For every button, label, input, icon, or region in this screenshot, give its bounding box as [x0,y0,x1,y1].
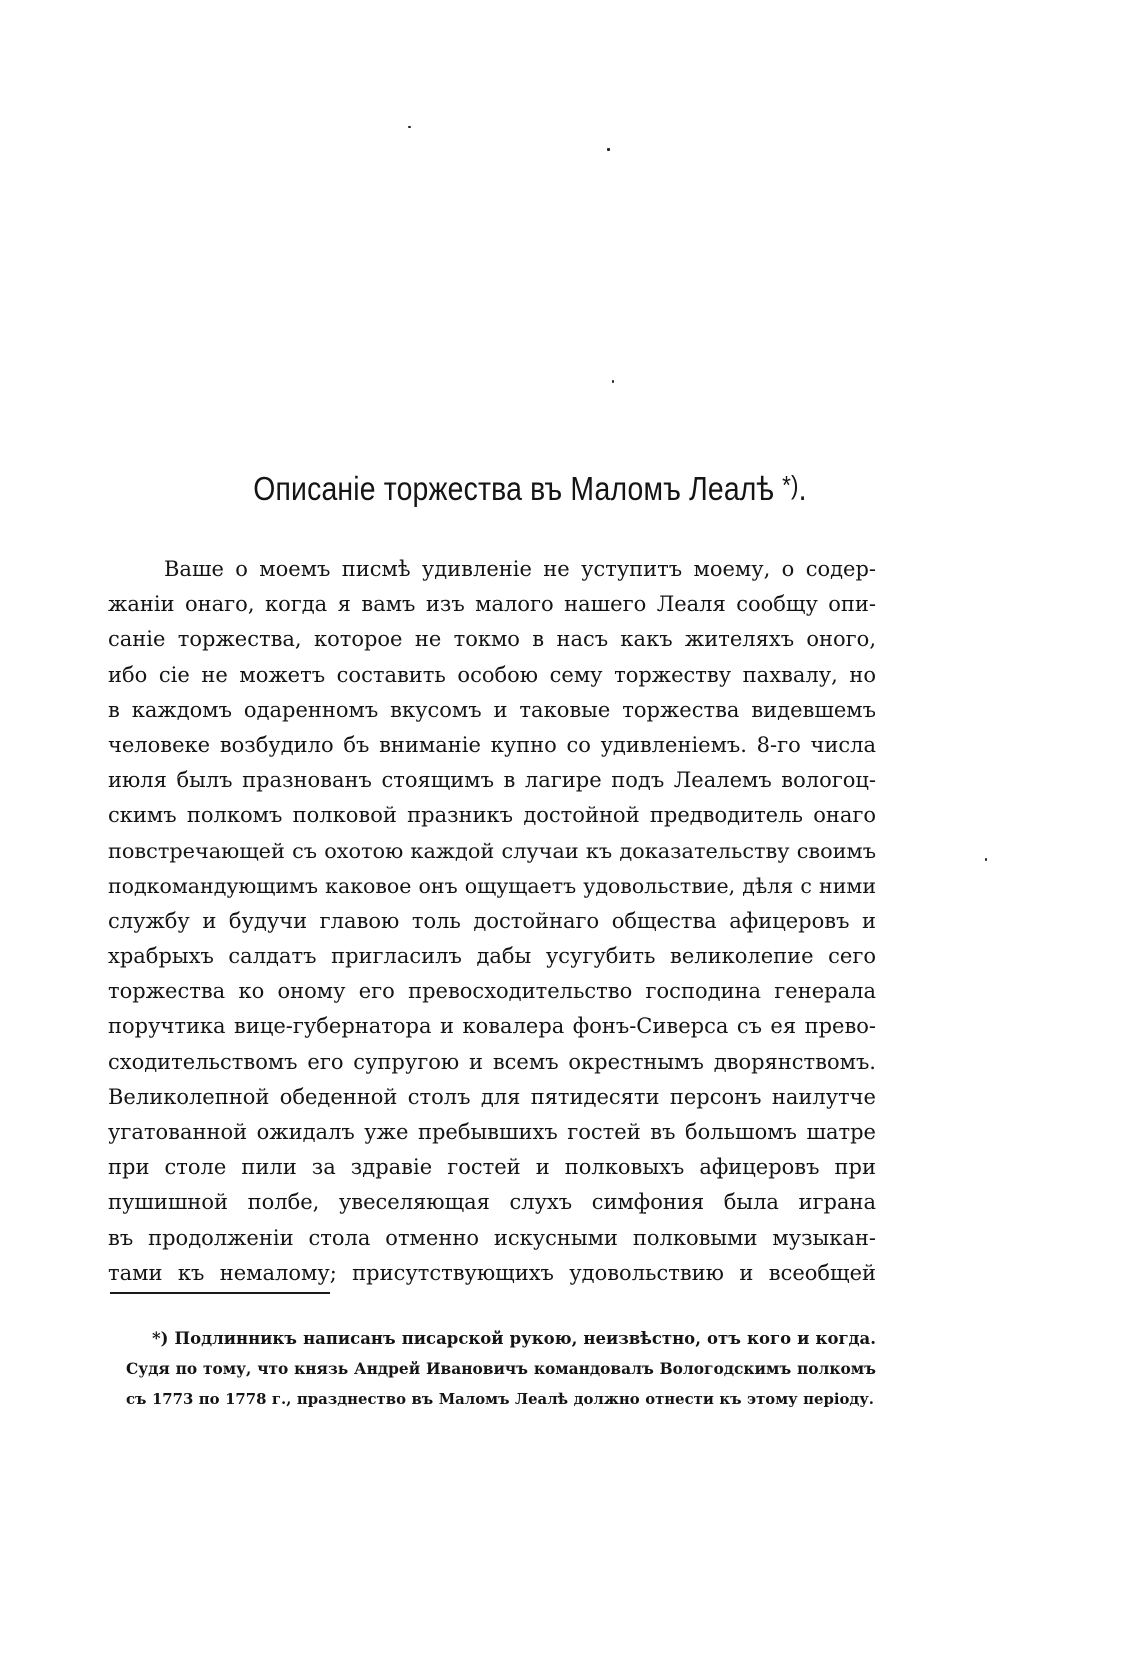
title-footnote-marker: *) [782,470,799,500]
body-line: ибо сіе не можетъ составить особою сему торжеству пахвалу, но [108,662,876,687]
scan-speck [408,126,411,128]
body-line: Великолепной обеденной столъ для пятидесяти персонъ наилутче [108,1084,876,1109]
body-line: сходительствомъ его супругою и всемъ окрестнымъ дворянствомъ. [108,1049,876,1074]
body-line: саніе торжества, которое не токмо в насъ какъ жителяхъ оного, [108,627,876,652]
footnote-line: съ 1773 по 1778 г., празднество въ Маломъ Леалѣ должно отнести къ этому періоду. [126,1390,874,1408]
body-line: тами къ немалому; присутствующихъ удовольствию и всеобщей [108,1260,876,1285]
footnote [126,1324,876,1414]
body-line: подкомандующимъ каковое онъ ощущаетъ удовольствие, дѣля с ними [108,873,876,898]
title-period: . [798,470,807,507]
body-line: поручтика вице-губернатора и ковалера фонъ-Сиверса съ ея прево- [108,1014,876,1039]
body-line: торжества ко оному его превосходительство господина генерала [108,979,876,1004]
scan-speck [985,858,987,861]
body-line: жаніи онаго, когда я вамъ изъ малого нашего Леаля сообщу опи- [108,592,876,617]
scan-speck [612,380,614,383]
body-line: въ продолженіи стола отменно искусными полковыми музыкан- [108,1225,876,1250]
footnote-line: *) Подлинникъ написанъ писарской рукою, неизвѣстно, отъ кого и когда. [152,1329,876,1348]
body-line: пушишной полбе, увеселяющая слухъ симфония была играна [108,1190,876,1215]
body-line: службу и будучи главою толь достойнаго общества афицеровъ и [108,908,876,933]
body-line: повстречающей съ охотою каждой случаи къ доказательству своимъ [108,838,876,863]
body-line: июля былъ празнованъ стоящимъ в лагире подъ Леалемъ вологоц- [108,768,876,793]
scan-speck [607,148,610,151]
title-text: Описаніе торжества въ Маломъ Леалѣ [253,470,775,507]
body-line: храбрыхъ салдатъ пригласилъ дабы усугубить великолепие сего [108,944,876,969]
footnote-divider [110,1292,330,1294]
body-line: угатованной ожидалъ уже пребывшихъ гостей въ большомъ шатре [108,1120,876,1144]
body-line: человеке возбудило бъ вниманіе купно со удивленіемъ. 8-го числа [108,732,876,757]
body-line: в каждомъ одаренномъ вкусомъ и таковые торжества видевшемъ [108,697,876,722]
body-text [108,552,876,1291]
body-line: при столе пили за здравіе гостей и полковыхъ афицеровъ при [108,1155,876,1180]
body-line: скимъ полкомъ полковой празникъ достойной предводитель онаго [108,803,876,828]
body-line: Ваше о моемъ писмѣ удивленіе не уступитъ моему, о содер- [164,557,876,581]
page-title [203,470,857,508]
footnote-line: Судя по тому, что князь Андрей Ивановичъ командовалъ Вологодскимъ полкомъ [126,1360,876,1378]
